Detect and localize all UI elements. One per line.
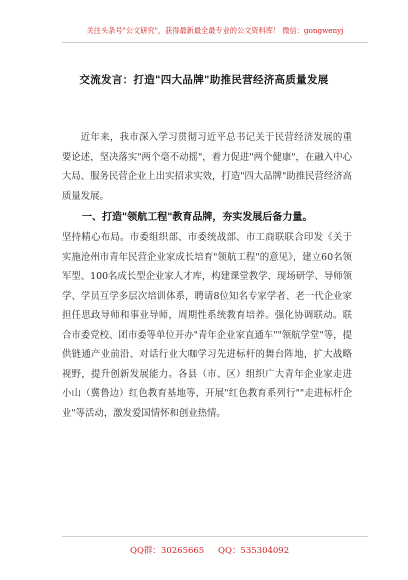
section-body-paragraph: 坚持精心布局。市委组织部、市委统战部、市工商联联合印发《关于实施沧州市青年民营企业家成长培育"领航工程"的意见》，建立60名领军型、100名成长型企业家人才库，构建课堂教学、现场研学、导师领学、学员互学多层次培训体系，聘请8位知名专家学者、老一代企业家担任思政导师和事业导师，周期性系统教育培养。强化协调联动。联合市委党校、团市委等单位开办"青年企业家直通车""领航学堂"等，提供链通产业前沿、对话行业大咖学习先进标杆的舞台阵地，扩大战略视野，提升创新发展能力。各县（市、区）组织广大青年企业家走进小山（冀鲁边）红色教育基地等，开展"红色教育系列行""走进标杆企业"等活动，激发爱国情怀和创业热情。 xyxy=(62,232,352,419)
intro-paragraph: 近年来，我市深入学习贯彻习近平总书记关于民营经济发展的重要论述，坚决落实"两个毫不动摇"，着力促进"两个健康"，在融入中心大局、服务民营企业上出实招求实效，打造"四大品牌"助推民营经济高质量发展。 xyxy=(62,132,352,202)
document-title: 交流发言：打造"四大品牌"助推民营经济高质量发展 xyxy=(79,74,329,86)
footer-qq-group: QQ群：30265665 xyxy=(130,546,205,556)
footer xyxy=(62,536,368,565)
header-notice: 关注头条号"公文研究"，获得最新最全最专业的公文资料库！ 微信：gongwenyj xyxy=(62,20,368,43)
footer-qq-contact: QQ：535304092 xyxy=(218,546,290,556)
section-heading: 一、打造"领航工程"教育品牌，夯实发展后备力量。 xyxy=(82,212,313,223)
